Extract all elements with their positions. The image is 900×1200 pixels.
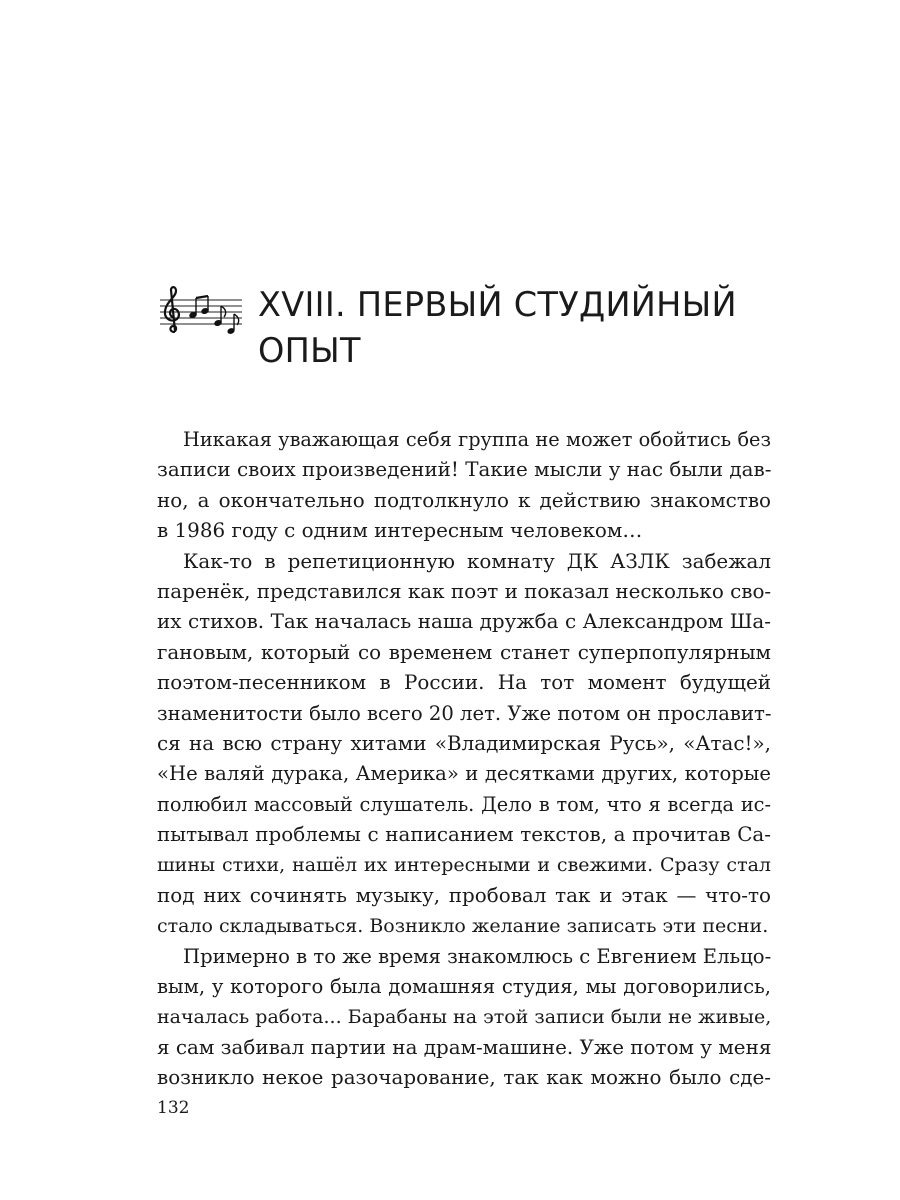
chapter-title-line: XVIII. ПЕРВЫЙ СТУДИЙНЫЙ <box>258 285 737 324</box>
text-line: шины стихи, нашёл их интересными и свежими. Сразу стал <box>157 854 771 877</box>
text-line: Как-то в репетиционную комнату ДК АЗЛК забежал <box>183 549 771 573</box>
text-line: гановым, который со временем станет суперпопулярным <box>157 640 771 664</box>
text-line: но, а окончательно подтолкнуло к действию знакомство <box>157 488 771 512</box>
text-line: их стихов. Так началась наша дружба с Александром Ша- <box>157 610 771 634</box>
chapter-title-line: ОПЫТ <box>258 331 361 370</box>
text-line: вым, у которого была домашняя студия, мы договорились, <box>157 975 771 999</box>
paragraph <box>157 547 771 942</box>
text-line: началась работа... Барабаны на этой записи были не живые, <box>157 1006 771 1029</box>
chapter-title <box>258 282 737 374</box>
page-number: 132 <box>157 1098 190 1118</box>
text-line: под них сочинять музыку, пробовал так и этак — что-то <box>157 883 771 907</box>
chapter-heading <box>160 282 800 374</box>
text-line: возникло некое разочарование, так как можно было сде- <box>157 1066 771 1090</box>
text-line: ся на всю страну хитами «Владимирская Русь», «Атас!», <box>157 731 771 755</box>
text-line: пытывал проблемы с написанием текстов, а прочитав Са- <box>157 823 771 847</box>
text-line: Никакая уважающая себя группа не может обойтись без <box>183 428 771 451</box>
text-line: в 1986 году с одним интересным человеком… <box>157 519 643 543</box>
paragraph <box>157 425 771 547</box>
text-line: записи своих произведений! Такие мысли у нас были дав- <box>157 458 771 482</box>
text-line: стало складываться. Возникло желание записать эти песни. <box>157 915 769 938</box>
chapter-body <box>157 425 771 1094</box>
text-line: я сам забивал партии на драм-машине. Уже потом у меня <box>157 1035 771 1059</box>
text-line: поэтом-песенником в России. На тот момент будущей <box>157 671 771 695</box>
text-line: паренёк, представился как поэт и показал несколько сво- <box>157 579 771 603</box>
text-line: знаменитости было всего 20 лет. Уже потом он прославит- <box>157 701 771 725</box>
text-line: Примерно в то же время знакомлюсь с Евгением Ельцо- <box>183 944 771 968</box>
paragraph <box>157 942 771 1094</box>
treble-clef-music-notes-icon <box>160 286 244 336</box>
text-line: «Не валяй дурака, Америка» и десятками других, которые <box>157 762 771 786</box>
text-line: полюбил массовый слушатель. Дело в том, что я всегда ис- <box>157 792 771 816</box>
